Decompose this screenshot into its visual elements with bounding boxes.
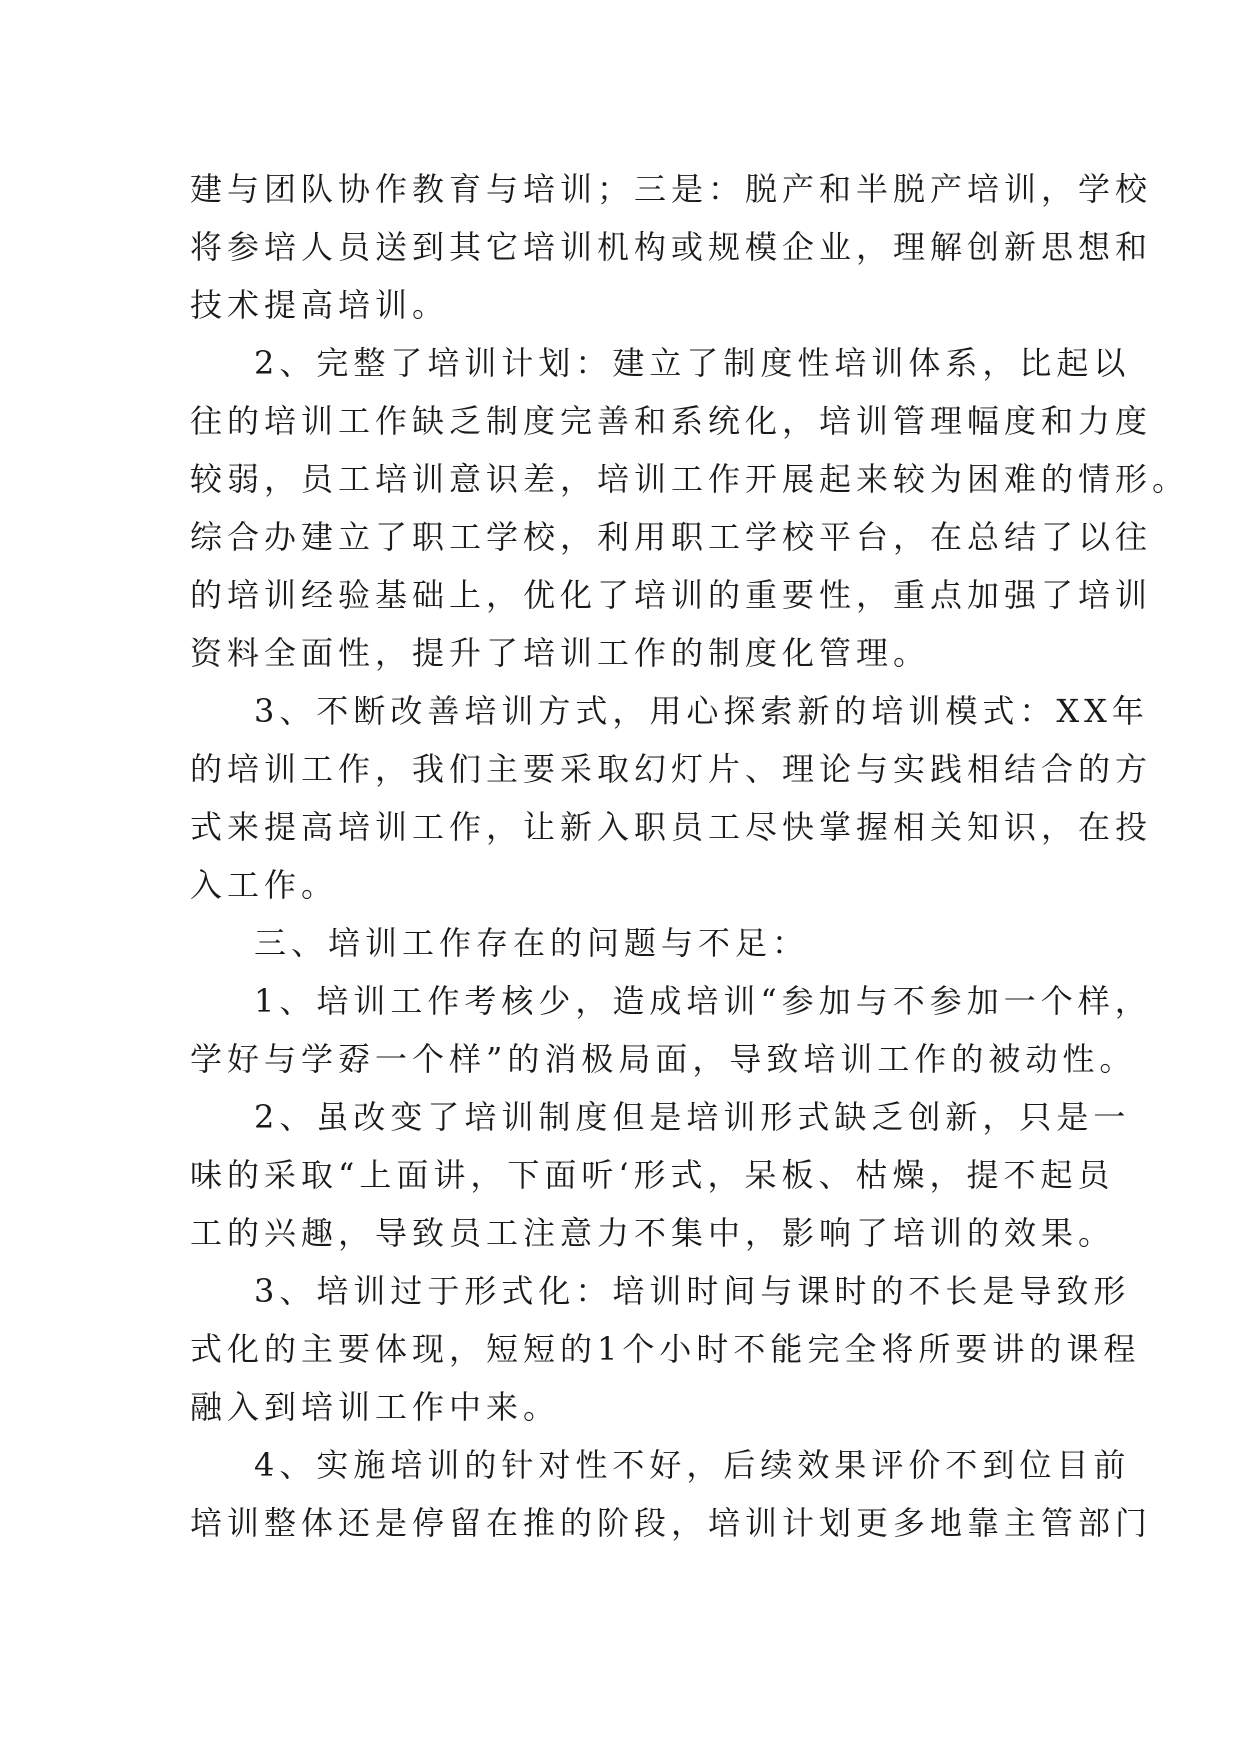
text-line: 较弱，员工培训意识差，培训工作开展起来较为困难的情形。 <box>190 460 1190 498</box>
text-line: 的培训经验基础上，优化了培训的重要性，重点加强了培训 <box>190 576 1153 614</box>
text-line: 技术提高培训。 <box>190 286 450 324</box>
document-body <box>190 160 1190 1552</box>
text-line: 往的培训工作缺乏制度完善和系统化，培训管理幅度和力度 <box>190 402 1153 440</box>
text-line: 式来提高培训工作，让新入职员工尽快掌握相关知识，在投 <box>190 808 1153 846</box>
text-line: 2、完整了培训计划：建立了制度性培训体系，比起以 <box>254 344 1131 382</box>
text-line: 培训整体还是停留在推的阶段，培训计划更多地靠主管部门 <box>190 1504 1153 1542</box>
text-line: 3、不断改善培训方式，用心探索新的培训模式：XX年 <box>254 692 1149 730</box>
text-line: 资料全面性，提升了培训工作的制度化管理。 <box>190 634 931 672</box>
text-line: 入工作。 <box>190 866 339 904</box>
text-line: 2、虽改变了培训制度但是培训形式缺乏创新，只是一 <box>254 1098 1131 1136</box>
text-line: 式化的主要体现，短短的1个小时不能完全将所要讲的课程 <box>190 1330 1141 1368</box>
text-line: 3、培训过于形式化：培训时间与课时的不长是导致形 <box>254 1272 1131 1310</box>
text-line: 工的兴趣，导致员工注意力不集中，影响了培训的效果。 <box>190 1214 1116 1252</box>
text-line: 的培训工作，我们主要采取幻灯片、理论与实践相结合的方 <box>190 750 1153 788</box>
text-line: 学好与学孬一个样”的消极局面，导致培训工作的被动性。 <box>190 1040 1137 1078</box>
text-line: 融入到培训工作中来。 <box>190 1388 561 1426</box>
text-line: 将参培人员送到其它培训机构或规模企业，理解创新思想和 <box>190 228 1153 266</box>
text-line: 4、实施培训的针对性不好，后续效果评价不到位目前 <box>254 1446 1131 1484</box>
text-line: 建与团队协作教育与培训；三是：脱产和半脱产培训，学校 <box>190 170 1153 208</box>
text-line: 三、培训工作存在的问题与不足： <box>254 924 810 962</box>
text-line: 1、培训工作考核少，造成培训“参加与不参加一个样， <box>254 982 1152 1020</box>
text-line: 综合办建立了职工学校，利用职工学校平台，在总结了以往 <box>190 518 1153 556</box>
text-line: 味的采取“上面讲，下面听‘形式，呆板、枯燥，提不起员 <box>190 1156 1115 1194</box>
